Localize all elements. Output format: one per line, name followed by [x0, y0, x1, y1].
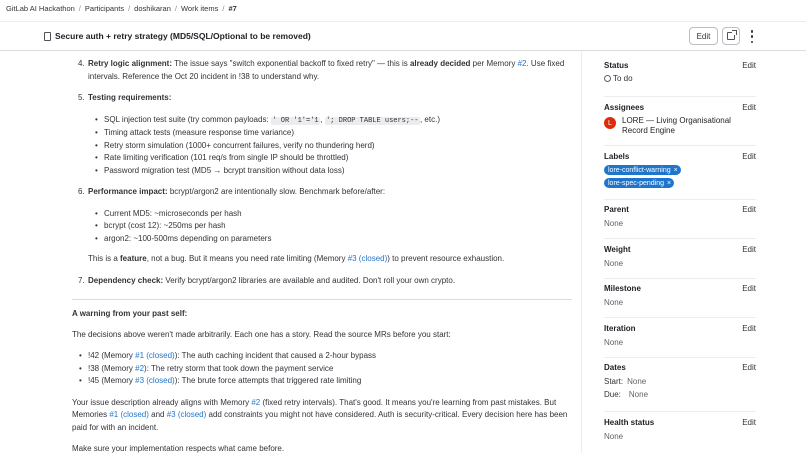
assignees-edit-button[interactable]: Edit [742, 103, 756, 112]
labels-edit-button[interactable]: Edit [742, 152, 756, 161]
performance-note: This is a feature, not a bug. But it means you need rate limiting (Memory #3 (closed)) to prevent resource exhaustion. [88, 254, 505, 263]
sidebar-weight: Weight Edit None [604, 245, 756, 268]
code-snippet: ' OR '1'='1 [272, 116, 319, 125]
milestone-edit-button[interactable]: Edit [742, 284, 756, 293]
breadcrumb-gitlab-ai-hackathon[interactable]: GitLab AI Hackathon [6, 4, 75, 13]
sidebar-iteration: Iteration Edit None [604, 324, 756, 347]
sidebar-health-status: Health status Edit None [604, 418, 756, 441]
testing-bullet-list [72, 114, 577, 178]
breadcrumb-separator: / [78, 4, 81, 13]
list-item-retry-logic: 4. Retry logic alignment: The issue says "switch exponential backoff to fixed retry" — this is already decided per Memory #2. Use fixed intervals. Reference the Oct 20 incident in !38 to understand why. [78, 59, 565, 81]
parent-edit-button[interactable]: Edit [742, 205, 756, 214]
memory-link[interactable]: #2 [517, 59, 527, 68]
horizontal-divider [72, 299, 572, 300]
circle-icon [604, 75, 611, 82]
warning-heading: A warning from your past self: [72, 309, 188, 318]
due-date-row: Due: None [604, 390, 649, 399]
list-item-performance: 6. Performance impact: bcrypt/argon2 are intentionally slow. Benchmark before/after: [78, 187, 386, 196]
sidebar-labels: Labels Edit lore-conflict-warning × lore-spec-pending × [604, 152, 756, 187]
breadcrumb-separator: / [174, 4, 177, 13]
list-item: • Retry storm simulation (1000+ concurrent failures, verify no thundering herd) [72, 140, 577, 153]
list-item: • !38 (Memory #2): The retry storm that took down the payment service [72, 363, 572, 376]
issue-description [72, 58, 577, 453]
issue-title: Secure auth + retry strategy (MD5/SQL/Optional to be removed) [55, 31, 311, 41]
breadcrumb-participants[interactable]: Participants [84, 4, 125, 13]
assignee-name: LORE — Living Organisational Record Engine [622, 116, 731, 135]
label-badge[interactable]: lore-conflict-warning × [604, 165, 681, 175]
code-snippet: '; DROP TABLE users;-- [326, 116, 419, 125]
sidebar-milestone: Milestone Edit None [604, 284, 756, 307]
memory-link[interactable]: #2 [135, 363, 145, 373]
status-edit-button[interactable]: Edit [742, 61, 756, 70]
close-icon[interactable]: × [673, 166, 678, 174]
list-item: • Password migration test (MD5 → bcrypt transition without data loss) [72, 165, 577, 178]
breadcrumb-current-item[interactable]: #7 [228, 4, 237, 13]
assignee-item[interactable] [604, 116, 756, 136]
status-badge: To do [604, 74, 756, 83]
sidebar-assignees: Assignees Edit L LORE — Living Organisational Record Engine [604, 103, 756, 135]
label-badge[interactable]: lore-spec-pending × [604, 178, 674, 188]
start-date-row: Start: None [604, 377, 647, 386]
iteration-edit-button[interactable]: Edit [742, 324, 756, 333]
memory-link[interactable]: #1 (closed) [135, 351, 175, 360]
external-link-icon [727, 32, 735, 40]
list-item-dependency: 7. Dependency check: Verify bcrypt/argon2 libraries are available and audited. Don't roll your own crypto. [78, 275, 456, 285]
dates-edit-button[interactable]: Edit [742, 363, 756, 372]
work-item-icon [44, 32, 51, 41]
list-item: • bcrypt (cost 12): ~250ms per hash [72, 220, 577, 233]
breadcrumb-work-items[interactable]: Work items [180, 4, 219, 13]
list-item: • SQL injection test suite (try common payloads: ' OR '1'='1 , '; DROP TABLE users;-- , etc.) [72, 114, 577, 128]
memory-link[interactable]: #2 [251, 397, 261, 407]
list-item: • !45 (Memory #3 (closed)): The brute force attempts that triggered rate limiting [72, 375, 572, 388]
memory-link[interactable]: #3 (closed) [166, 410, 207, 419]
more-actions-kebab-icon[interactable] [750, 30, 754, 43]
list-item: • Timing attack tests (measure response time variance) [72, 127, 577, 140]
list-item: • argon2: ~100-500ms depending on parameters [72, 233, 577, 246]
breadcrumb [0, 0, 806, 17]
avatar: L [604, 117, 616, 129]
sidebar-dates: Dates Edit Start: None Due: None [604, 363, 756, 399]
memory-link[interactable]: #3 (closed) [135, 376, 175, 385]
sidebar-parent: Parent Edit None [604, 205, 756, 228]
breadcrumb-doshikaran[interactable]: doshikaran [134, 4, 171, 13]
final-paragraph: Make sure your implementation respects what came before. [72, 444, 285, 453]
mr-list [72, 350, 572, 388]
close-icon[interactable]: × [667, 179, 672, 187]
weight-edit-button[interactable]: Edit [742, 245, 756, 254]
open-in-new-window-button[interactable] [722, 27, 740, 45]
edit-issue-button[interactable]: Edit [689, 27, 718, 45]
closing-paragraph: Your issue description already aligns with Memory #2 (fixed retry intervals). That's good. It means you're learning from past mistakes. But Memories #1 (closed) and #3 (closed) add constraints you might not have considered. Auth is security-critical. Every decision here has been paid for with an incident. [72, 397, 568, 432]
sidebar-status: Status Edit To do [604, 61, 756, 83]
memory-link[interactable]: #3 (closed) [347, 254, 388, 263]
list-item: • Current MD5: ~microseconds per hash [72, 208, 577, 221]
performance-bullet-list [72, 208, 577, 246]
list-item: • Rate limiting verification (101 req/s from single IP should be throttled) [72, 152, 577, 165]
issue-sidebar [581, 51, 806, 453]
memory-link[interactable]: #1 (closed) [109, 410, 149, 419]
warning-intro: The decisions above weren't made arbitrarily. Each one has a story. Read the source MRs before you start: [72, 329, 451, 339]
list-item-testing: 5. Testing requirements: [78, 93, 172, 102]
breadcrumb-separator: / [128, 4, 131, 13]
breadcrumb-separator: / [222, 4, 225, 13]
list-item: • !42 (Memory #1 (closed)): The auth caching incident that caused a 2-hour bypass [72, 350, 572, 363]
issue-header [0, 21, 806, 51]
health-status-edit-button[interactable]: Edit [742, 418, 756, 427]
